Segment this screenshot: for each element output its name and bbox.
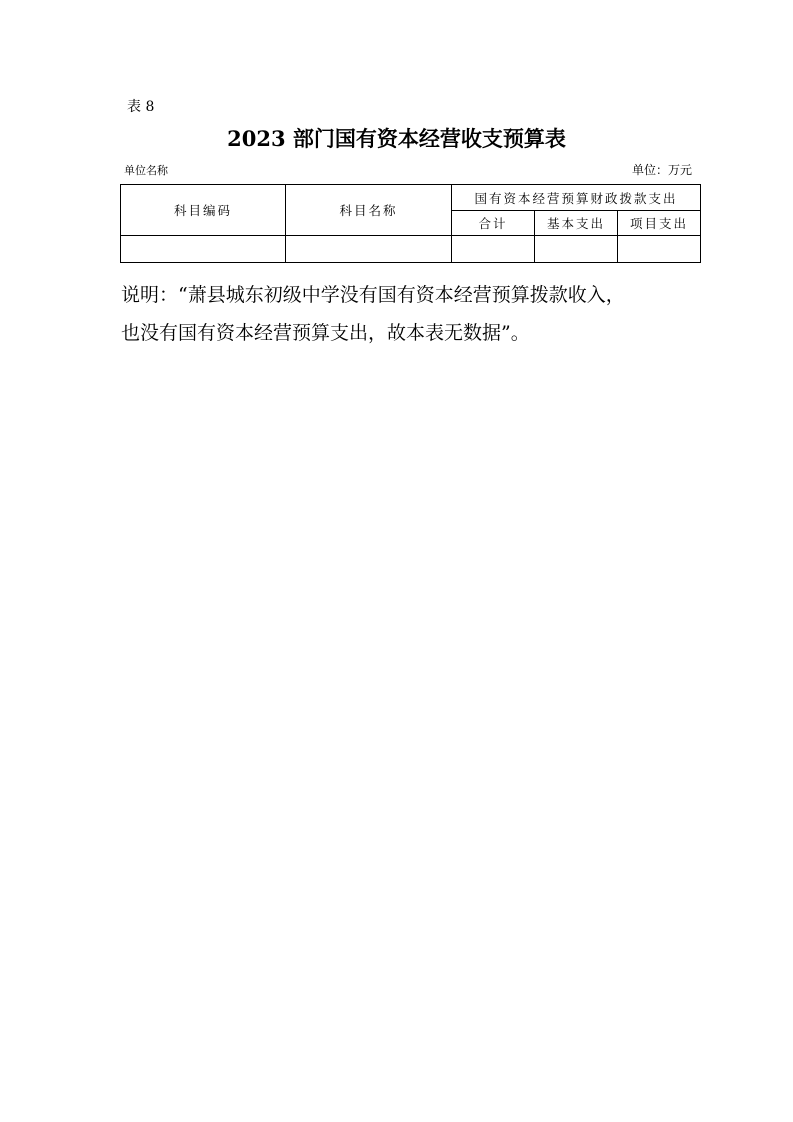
header-project-expenditure: 项目支出: [618, 211, 701, 236]
budget-table: [120, 184, 701, 263]
header-row-1: [121, 185, 701, 211]
header-total: 合计: [452, 211, 535, 236]
table-cell: [452, 236, 535, 263]
unit-name-label: 单位名称: [124, 164, 168, 177]
header-basic-expenditure: 基本支出: [535, 211, 618, 236]
table-cell: [286, 236, 452, 263]
explanation-line-1: 说明：“萧县城东初级中学没有国有资本经营预算拨款收入，: [121, 284, 625, 306]
explanation-line-2: 也没有国有资本经营预算支出，故本表无数据”。: [121, 322, 530, 344]
table-cell: [121, 236, 286, 263]
table-cell: [535, 236, 618, 263]
table-number: 表 8: [127, 99, 155, 115]
header-subject-name: 科目名称: [286, 185, 452, 236]
explanation-note: [121, 276, 721, 352]
header-subject-code: 科目编码: [121, 185, 286, 236]
page-title: 2023 部门国有资本经营收支预算表: [227, 126, 566, 151]
header-expenditure-group: 国有资本经营预算财政拨款支出: [452, 185, 701, 211]
unit-label: 单位：万元: [631, 163, 692, 177]
table-cell: [618, 236, 701, 263]
table-row: [121, 236, 701, 263]
